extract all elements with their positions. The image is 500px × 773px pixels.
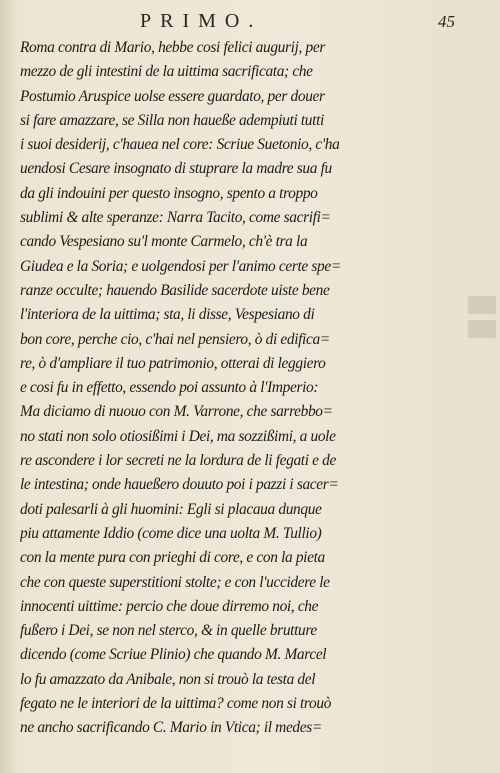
text-line: cando Vespesiano su'l monte Carmelo, ch'è tra la — [20, 233, 308, 251]
text-line: e cosi fu in effetto, essendo poi assunto à l'Imperio: — [20, 379, 319, 397]
text-line: uendosi Cesare insognato di stuprare la madre sua fu — [20, 160, 332, 178]
text-line: re, ò d'ampliare il tuo patrimonio, otterai di leggiero — [20, 354, 326, 372]
text-line: con la mente pura con prieghi di core, e con la pieta — [20, 549, 325, 567]
text-line: lo fu amazzato da Anibale, non si trouò la testa del — [20, 670, 316, 688]
text-line: mezzo de gli intestini de la uittima sacrificata; che — [20, 63, 313, 81]
text-line: si fare amazzare, se Silla non haueße adempiuti tutti — [20, 111, 324, 129]
text-line: Postumio Aruspice uolse essere guardato, per douer — [20, 87, 325, 105]
text-line: che con queste superstitioni stolte; e con l'uccidere le — [20, 573, 330, 591]
text-line: fußero i Dei, se non nel sterco, & in quelle brutture — [20, 622, 317, 640]
text-line: l'interiora de la uittima; sta, li disse, Vespesiano di — [20, 306, 315, 324]
text-line: bon core, perche cio, c'hai nel pensiero, ò di edifica= — [20, 330, 330, 348]
text-line: fegato ne le interiori de la uittima? come non si trouò — [20, 695, 332, 713]
body-text — [20, 36, 482, 741]
text-line: re ascondere i lor secreti ne la lordura de li fegati e de — [20, 452, 336, 470]
text-line: le intestina; onde haueßero douuto poi i pazzi i sacer= — [20, 476, 339, 494]
page-number: 45 — [438, 12, 455, 31]
text-line: da gli indouini per questo insogno, spento a troppo — [20, 184, 318, 202]
text-line: ne ancho sacrificando C. Mario in Vtica; il medes= — [20, 719, 322, 737]
text-line: doti palesarli à gli huomini: Egli si placaua dunque — [20, 500, 322, 518]
text-line: piu attamente Iddio (come dice una uolta M. Tullio) — [20, 524, 322, 542]
text-line: i suoi desiderij, c'hauea nel core: Scriue Suetonio, c'ha — [20, 136, 340, 154]
text-line: innocenti uittime: percio che doue dirremo noi, che — [20, 597, 319, 615]
text-line: Giudea e la Soria; e uolgendosi per l'animo certe spe= — [20, 257, 341, 275]
text-line: dicendo (come Scriue Plinio) che quando M. Marcel — [20, 646, 327, 664]
text-line: Ma diciamo di nuouo con M. Varrone, che sarrebbo= — [20, 403, 333, 421]
running-head: PRIMO. — [140, 10, 263, 32]
text-line: no stati non solo otiosißimi i Dei, ma sozzißimi, a uole — [20, 427, 336, 445]
text-line: sublimi & alte speranze: Narra Tacito, come sacrifi= — [20, 209, 331, 227]
text-line: ranze occulte; hauendo Basilide sacerdote uiste bene — [20, 281, 330, 299]
text-line: Roma contra di Mario, hebbe cosi felici augurij, per — [20, 39, 325, 56]
